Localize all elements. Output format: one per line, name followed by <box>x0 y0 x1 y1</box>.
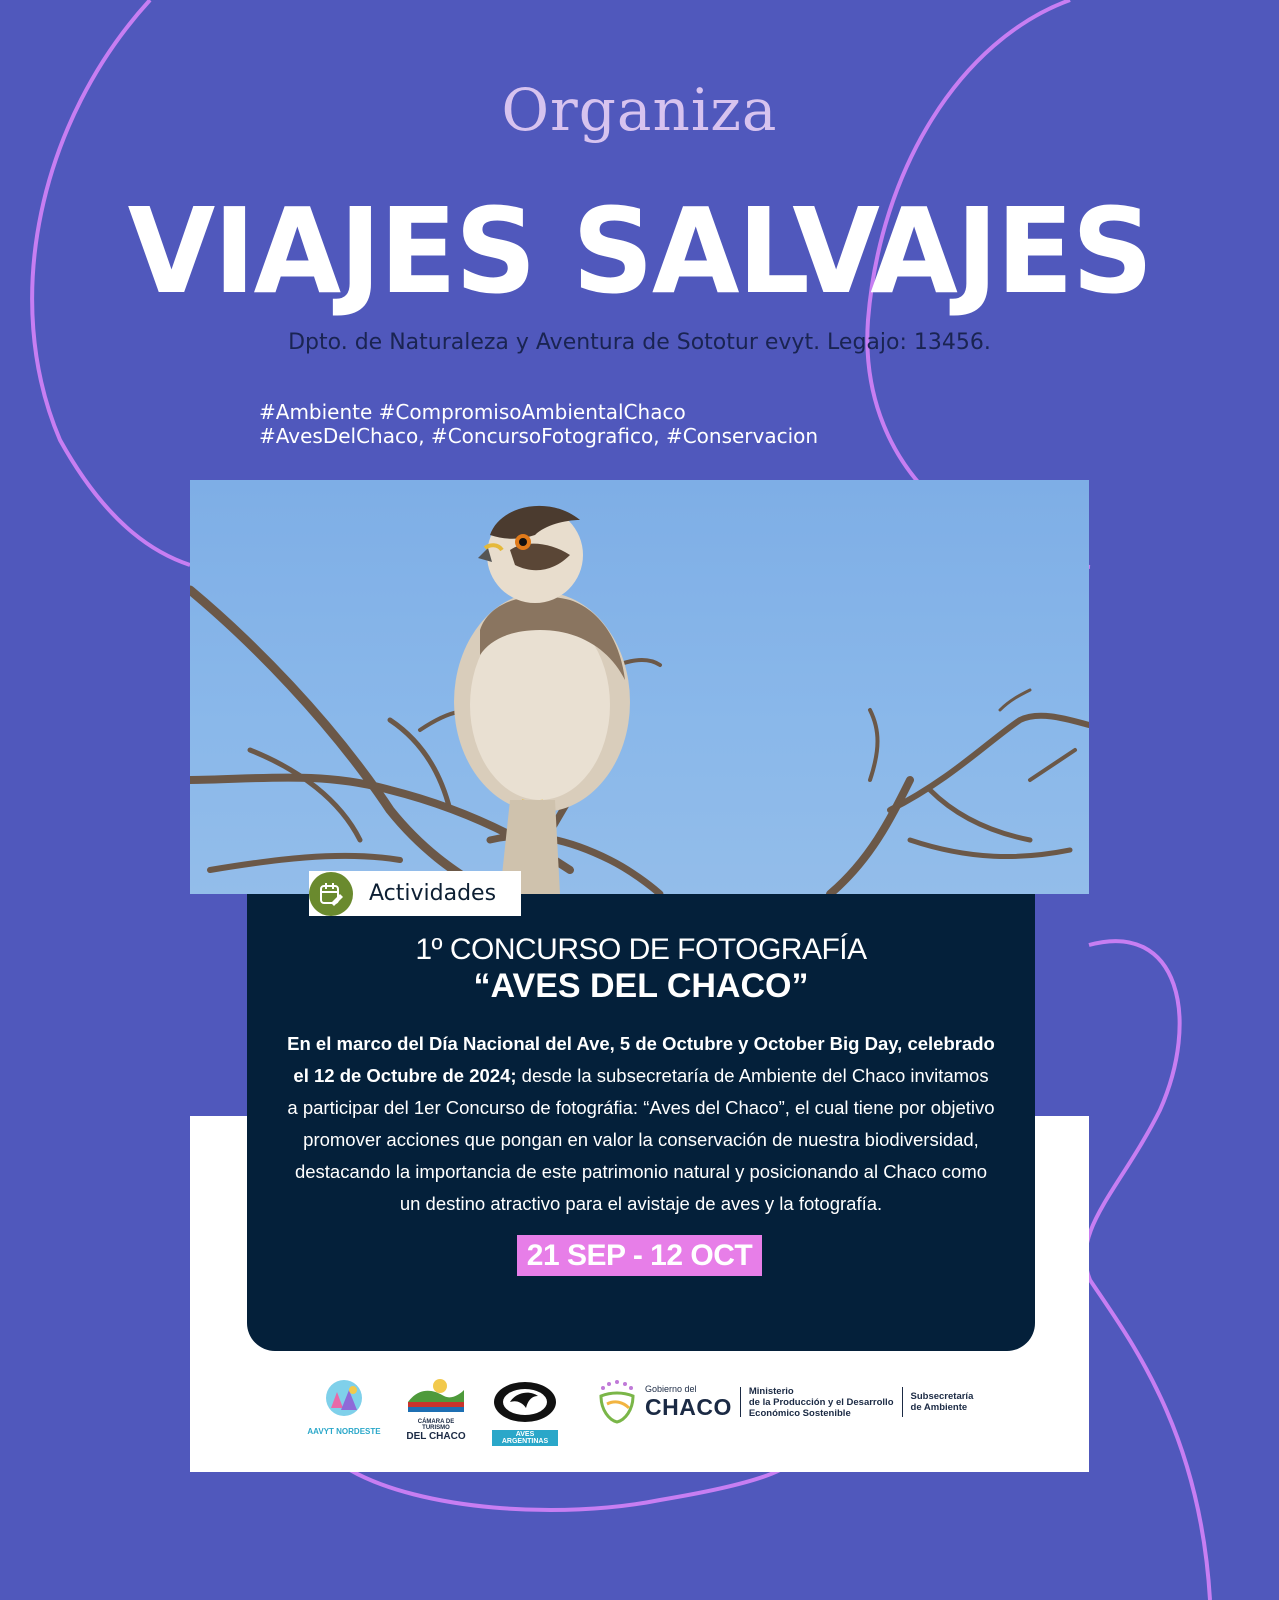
camara-turismo-logo <box>404 1376 468 1442</box>
aavyt-label: AAVYT NORDESTE <box>307 1427 381 1436</box>
description-bold-1: En el marco del Día Nacional del Ave, 5 de Octubre y October Big Day, celebrado <box>287 1033 995 1054</box>
brand-title: VIAJES SALVAJES <box>127 182 1152 320</box>
gobierno-small: Gobierno del <box>645 1383 697 1394</box>
description-bold-2: el 12 de Octubre de 2024; <box>293 1065 517 1086</box>
camara-line-1: CÁMARA DE TURISMO <box>417 1419 455 1431</box>
ministerio-line-1: Ministerio <box>748 1385 794 1397</box>
gobierno-chaco-logo <box>597 1380 973 1424</box>
hashtags-line-2: #AvesDelChaco, #ConcursoFotografico, #Conservacion <box>259 424 819 448</box>
divider <box>740 1387 741 1417</box>
contest-description <box>287 1028 995 1220</box>
contest-subtitle: 1º CONCURSO DE FOTOGRAFÍA <box>415 933 867 966</box>
ministerio-line-2: de la Producción y el Desarrollo <box>748 1396 894 1408</box>
hashtags <box>259 400 818 448</box>
activities-label: Actividades <box>369 881 497 906</box>
bird-photo <box>190 480 1089 894</box>
aves-argentinas-logo <box>492 1380 558 1445</box>
divider <box>902 1387 903 1417</box>
calendar-edit-icon <box>309 872 353 916</box>
subsecretaria-line-2: de Ambiente <box>910 1402 968 1413</box>
aves-argentinas-label: AVES ARGENTINAS <box>492 1430 558 1446</box>
activities-badge <box>309 871 521 916</box>
department-text: Dpto. de Naturaleza y Aventura de Sototur evyt. Legajo: 13456. <box>288 330 991 355</box>
date-range-badge: 21 SEP - 12 OCT <box>517 1235 762 1276</box>
description-body: desde la subsecretaría de Ambiente del Chaco invitamos a participar del 1er Concurso de fotográfia: “Aves del Chaco”, el cual tiene por objetivo promover acciones que pongan en valor la conservación de nuestra biodiversidad, destacando la importancia de este patrimonio natural y posicionando al Chaco como un destino atractivo para el avistaje de aves y la fotografía. <box>287 1065 995 1214</box>
contest-title: “AVES DEL CHACO” <box>473 967 809 1005</box>
hashtags-line-1: #Ambiente #CompromisoAmbientalChaco <box>259 400 686 424</box>
aavyt-logo <box>305 1378 383 1440</box>
gobierno-big: CHACO <box>645 1393 732 1420</box>
subsecretaria-line-1: Subsecretaría <box>910 1391 974 1402</box>
ministerio-line-3: Económico Sostenible <box>748 1407 851 1419</box>
camara-line-2: DEL CHACO <box>406 1431 466 1442</box>
organiza-label: Organiza <box>501 76 778 144</box>
chaco-emblem-icon <box>597 1380 637 1424</box>
